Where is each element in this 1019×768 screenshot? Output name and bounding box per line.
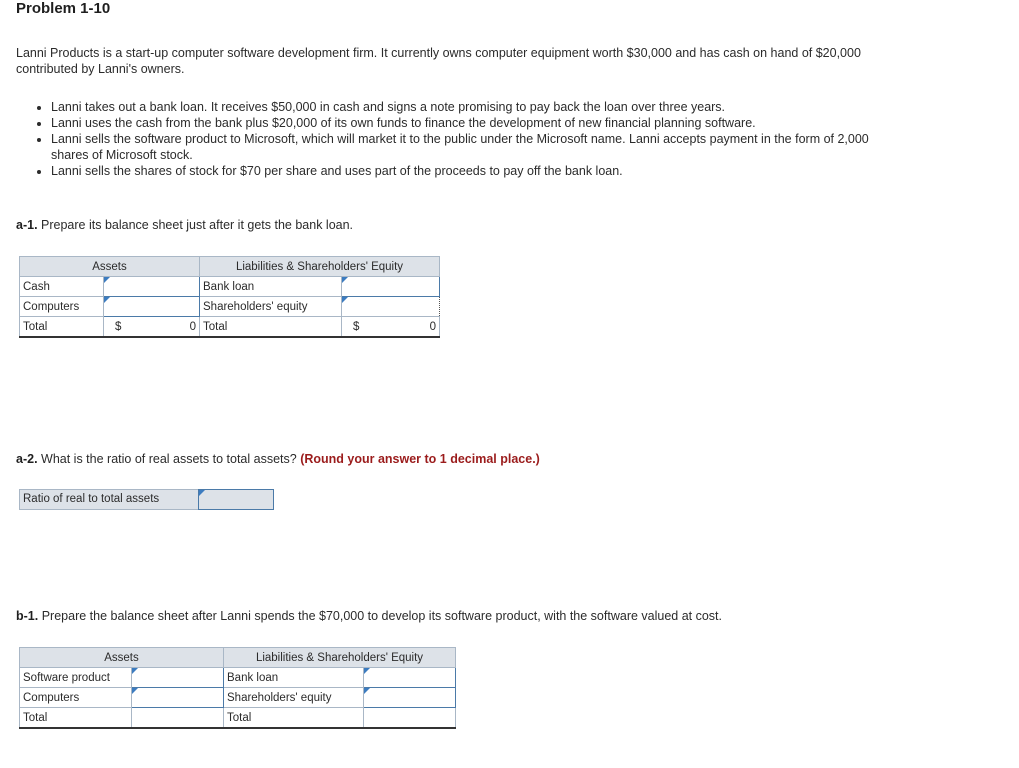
- liab-total: [342, 317, 440, 338]
- asset-label-computers: Computers: [20, 297, 104, 317]
- equity-input[interactable]: [342, 297, 440, 317]
- assets-header: Assets: [20, 257, 200, 277]
- liab-total: [364, 708, 456, 729]
- computers-input[interactable]: [104, 297, 200, 317]
- balance-sheet-a1: [19, 256, 440, 338]
- bank-loan-input[interactable]: [342, 277, 440, 297]
- list-item: • Lanni sells the shares of stock for $70 per share and uses part of the proceeds to pay off the bank loan.: [51, 163, 901, 179]
- rounding-note: (Round your answer to 1 decimal place.): [300, 452, 540, 466]
- balance-sheet-b1: [19, 647, 456, 729]
- assets-total: [104, 317, 200, 338]
- bank-loan-input[interactable]: [364, 668, 456, 688]
- liab-label-bank-loan: Bank loan: [200, 277, 342, 297]
- cash-input[interactable]: [104, 277, 200, 297]
- liab-label-equity: Shareholders' equity: [200, 297, 342, 317]
- assets-total-value: 0: [189, 320, 196, 333]
- currency-symbol: $: [353, 320, 360, 333]
- asset-label-cash: Cash: [20, 277, 104, 297]
- question-label: a-1.: [16, 218, 38, 232]
- list-item: • Lanni takes out a bank loan. It receives $50,000 in cash and signs a note promising to pay back the loan over three years.: [51, 99, 901, 115]
- software-input[interactable]: [132, 668, 224, 688]
- liab-total-value: 0: [429, 320, 436, 333]
- question-a1: [16, 218, 353, 232]
- question-text: What is the ratio of real assets to total assets?: [41, 452, 297, 466]
- total-label: Total: [20, 317, 104, 338]
- question-b1: [16, 609, 722, 623]
- computers-input[interactable]: [132, 688, 224, 708]
- liab-label-bank-loan: Bank loan: [224, 668, 364, 688]
- page-title: Problem 1-10: [16, 0, 111, 17]
- asset-label-software: Software product: [20, 668, 132, 688]
- total-label: Total: [224, 708, 364, 729]
- question-label: a-2.: [16, 452, 38, 466]
- liabilities-header: Liabilities & Shareholders' Equity: [224, 648, 456, 668]
- list-item: • Lanni sells the software product to Microsoft, which will market it to the public under the Microsoft name. Lanni accepts payment in the form of 2,000 shares of Microsoft stock.: [51, 131, 901, 163]
- liab-label-equity: Shareholders' equity: [224, 688, 364, 708]
- asset-label-computers: Computers: [20, 688, 132, 708]
- assets-header: Assets: [20, 648, 224, 668]
- intro-paragraph: Lanni Products is a start-up computer software development firm. It currently owns computer equipment worth $30,000 and has cash on hand of $20,000 contributed by Lanni's owners.: [16, 46, 861, 76]
- question-text: Prepare its balance sheet just after it gets the bank loan.: [41, 218, 354, 232]
- total-label: Total: [20, 708, 132, 729]
- currency-symbol: $: [115, 320, 122, 333]
- assets-total: [132, 708, 224, 729]
- question-text: Prepare the balance sheet after Lanni spends the $70,000 to develop its software product, with the software valued at cost.: [41, 609, 723, 623]
- list-item: • Lanni uses the cash from the bank plus $20,000 of its own funds to finance the development of new financial planning software.: [51, 115, 901, 131]
- liabilities-header: Liabilities & Shareholders' Equity: [200, 257, 440, 277]
- total-label: Total: [200, 317, 342, 338]
- question-label: b-1.: [16, 609, 39, 623]
- question-a2: [16, 452, 540, 466]
- ratio-label: Ratio of real to total assets: [19, 489, 200, 510]
- equity-input[interactable]: [364, 688, 456, 708]
- ratio-input[interactable]: [198, 489, 274, 510]
- scenario-list: [16, 99, 901, 179]
